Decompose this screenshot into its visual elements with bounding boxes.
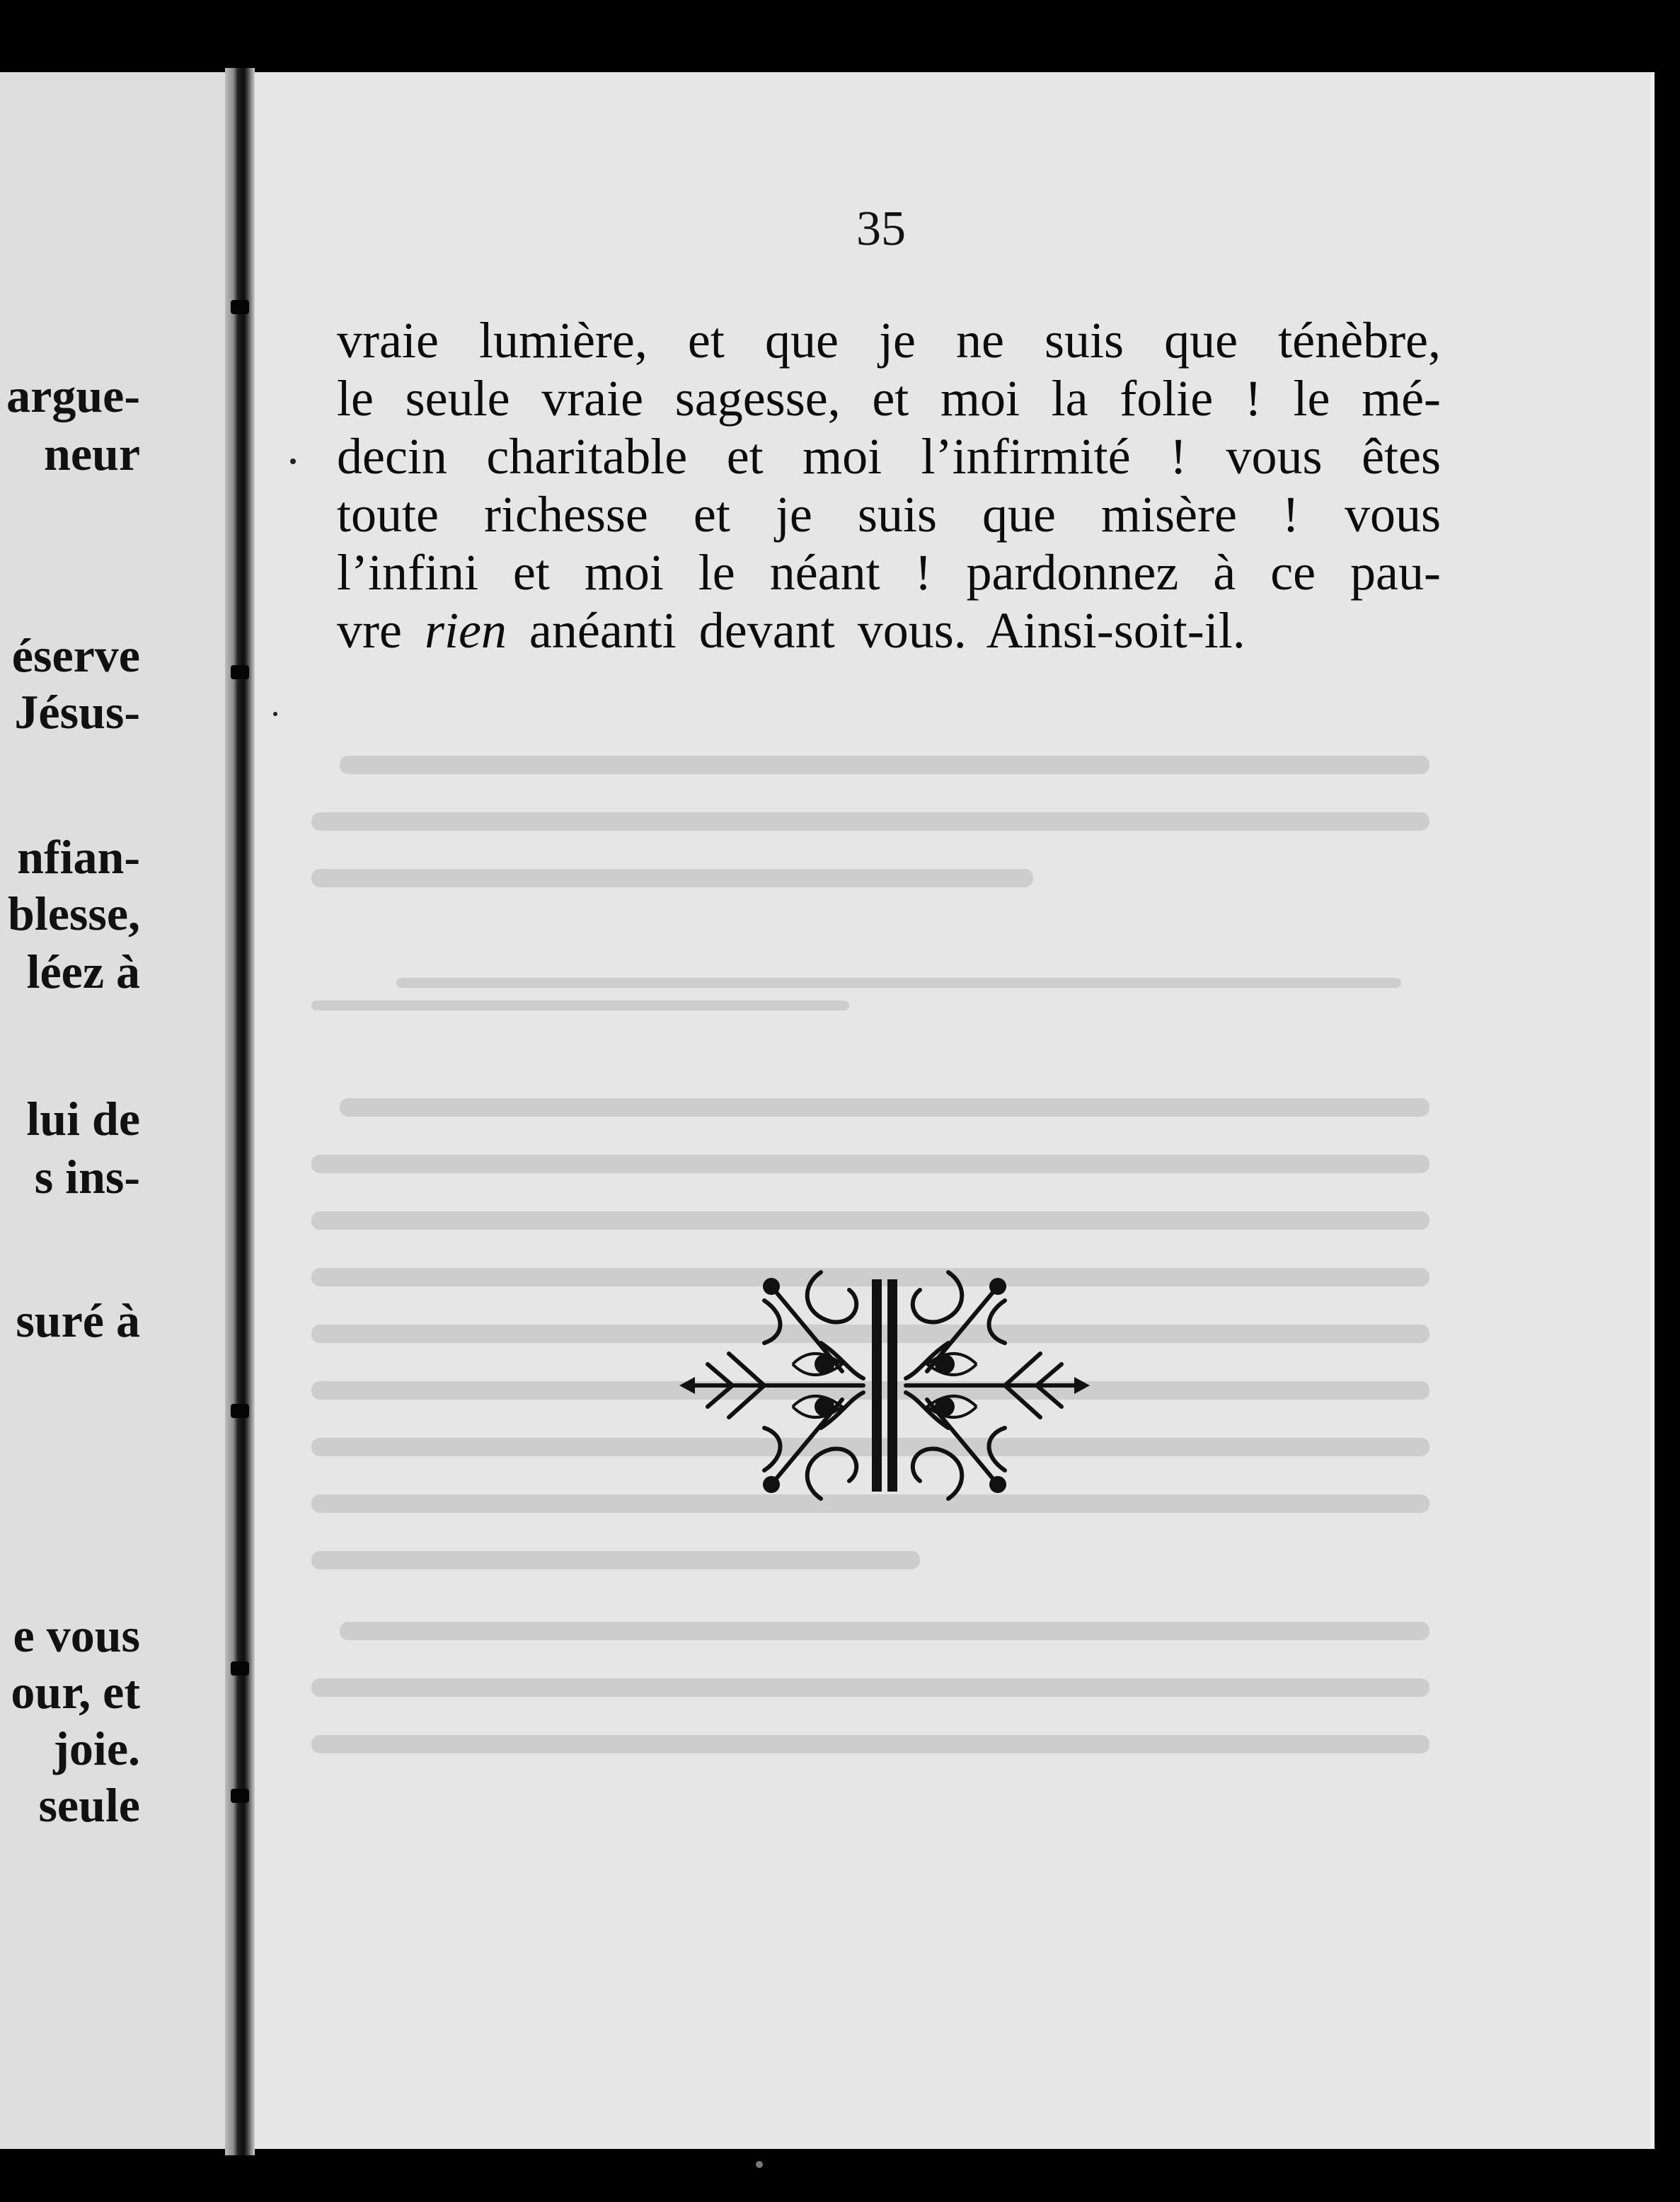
fleuron-ornament-icon xyxy=(679,1258,1090,1513)
left-line: our, et xyxy=(11,1665,140,1719)
ink-speck xyxy=(756,2161,763,2168)
binding-mark xyxy=(231,1404,249,1418)
binding-mark xyxy=(231,1789,249,1803)
page-number: 35 xyxy=(856,202,906,256)
left-line: suré à xyxy=(16,1293,140,1347)
text-line: le seule vraie sagesse, et moi la folie ! le mé- xyxy=(337,370,1441,427)
text-segment: vre xyxy=(337,602,402,659)
body-text xyxy=(337,311,1441,659)
text-line: toute richesse et je suis que misère ! vous xyxy=(337,486,1441,543)
text-line: l’infini et moi le néant ! pardonnez à ce pau- xyxy=(337,544,1441,601)
binding-mark xyxy=(231,665,249,679)
text-line-last xyxy=(337,601,1441,659)
ink-speck xyxy=(290,459,296,464)
text-line: decin charitable et moi l’infirmité ! vous êtes xyxy=(337,428,1441,485)
left-line: neur xyxy=(44,427,140,480)
binding-mark xyxy=(231,300,249,314)
left-line: éserve xyxy=(11,628,140,682)
book-gutter xyxy=(225,68,255,2155)
left-line: joie. xyxy=(53,1722,140,1775)
left-line: lui de xyxy=(26,1092,140,1146)
left-page xyxy=(0,72,225,2149)
left-line: e vous xyxy=(13,1608,140,1662)
binding-mark xyxy=(231,1661,249,1676)
text-line: vraie lumière, et que je ne suis que ténèbre, xyxy=(337,312,1441,369)
left-line: blesse, xyxy=(8,887,140,940)
left-line: seule xyxy=(38,1778,140,1832)
left-line: s ins- xyxy=(34,1150,140,1204)
left-line: argue- xyxy=(6,369,140,422)
italic-word: rien xyxy=(424,602,507,659)
left-line: nfian- xyxy=(17,830,140,884)
left-line: léez à xyxy=(26,945,140,998)
left-line: Jésus- xyxy=(14,685,140,739)
ink-speck xyxy=(273,712,277,716)
text-segment: anéanti devant vous. Ainsi-soit-il. xyxy=(529,602,1245,659)
